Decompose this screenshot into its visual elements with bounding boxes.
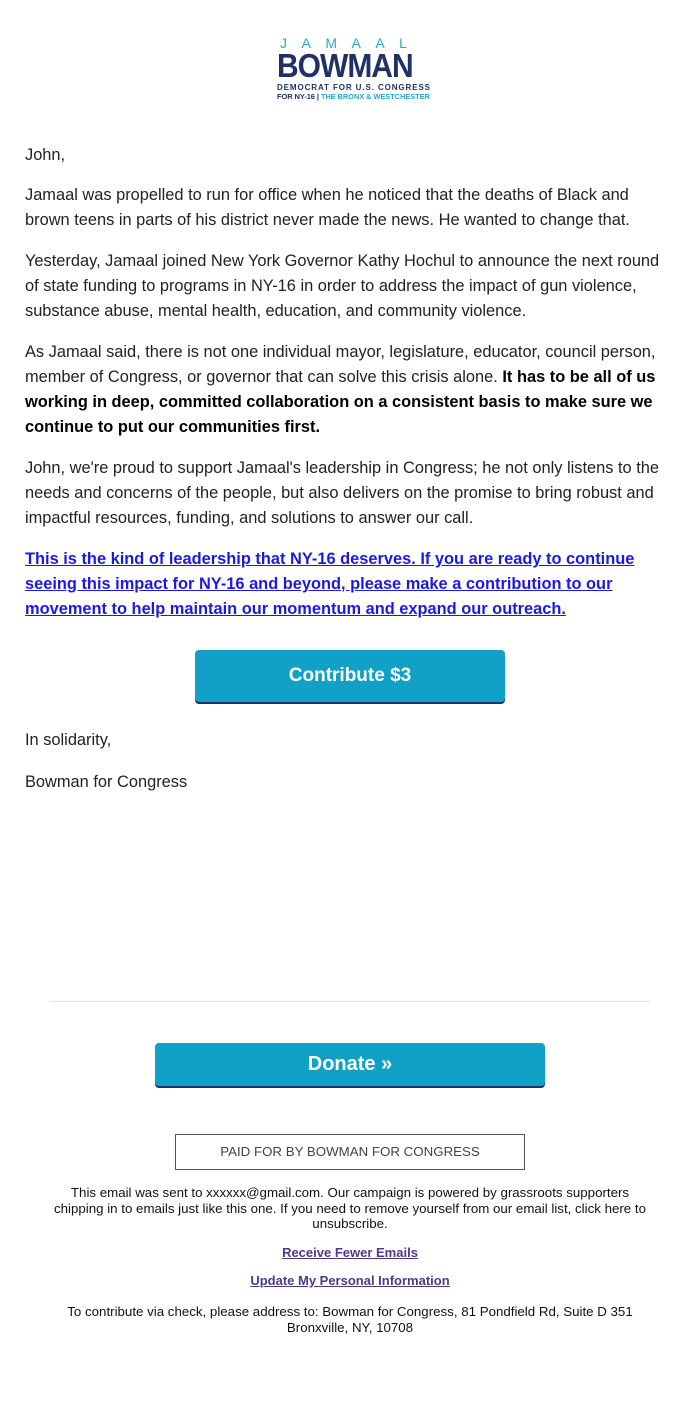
contribution-link[interactable]: This is the kind of leadership that NY-16 deserves. If you are ready to continue seeing this impact for NY-16 and beyond, please make a contribution to our movement to help maintain our momentum and expand our outreach.: [25, 550, 635, 618]
logo-subtitle: DEMOCRAT FOR U.S. CONGRESS: [277, 83, 431, 92]
unsubscribe-notice[interactable]: This email was sent to xxxxxx@gmail.com. Our campaign is powered by grassroots supporters chipping in to emails just like this one. If you need to remove yourself from our email list, click here to unsubscribe.: [54, 1185, 646, 1232]
update-info-row: [0, 1273, 700, 1288]
paragraph-3: [25, 340, 677, 440]
divider: [50, 1001, 650, 1002]
logo-separator: |: [316, 92, 319, 101]
closing: In solidarity,: [25, 731, 112, 749]
logo-district: FOR NY-16: [277, 92, 315, 101]
sender-name: Bowman for Congress: [25, 773, 188, 791]
contribute-button[interactable]: Contribute $3: [195, 650, 505, 702]
check-address: To contribute via check, please address to: Bowman for Congress, 81 Pondfield Rd, Suite D 351 Bronxville, NY, 10708: [67, 1304, 633, 1335]
update-personal-info-link[interactable]: Update My Personal Information: [250, 1273, 450, 1288]
logo-first-name: JAMAAL: [280, 35, 422, 51]
paid-for-disclaimer: PAID FOR BY BOWMAN FOR CONGRESS: [175, 1134, 525, 1170]
donate-button[interactable]: Donate »: [155, 1043, 545, 1086]
receive-fewer-emails-link[interactable]: Receive Fewer Emails: [282, 1245, 418, 1260]
logo-region: THE BRONX & WESTCHESTER: [320, 92, 430, 101]
email-body: [25, 143, 677, 638]
campaign-logo: [0, 36, 700, 104]
logo-district-line: [277, 92, 430, 102]
paragraph-1: Jamaal was propelled to run for office when he noticed that the deaths of Black and brown teens in parts of his district never made the news. He wanted to change that.: [25, 186, 630, 229]
logo-last-name: BOWMAN: [277, 47, 413, 85]
cta-paragraph: [25, 547, 677, 622]
fewer-emails-row: [0, 1245, 700, 1260]
greeting: John,: [25, 146, 66, 164]
paragraph-3-text: As Jamaal said, there is not one individual mayor, legislature, educator, council person, member of Congress, or governor that can solve this crisis alone.: [25, 343, 656, 386]
paragraph-4: John, we're proud to support Jamaal's leadership in Congress; he not only listens to the needs and concerns of the people, but also delivers on the promise to bring robust and impactful resources, funding, and solutions to answer our call.: [25, 459, 660, 527]
paragraph-2: Yesterday, Jamaal joined New York Governor Kathy Hochul to announce the next round of state funding to programs in NY-16 in order to address the impact of gun violence, substance abuse, mental health, education, and community violence.: [25, 252, 660, 320]
paragraph-3-bold: It has to be all of us working in deep, committed collaboration on a consistent basis to make sure we continue to put our communities first.: [25, 368, 656, 436]
